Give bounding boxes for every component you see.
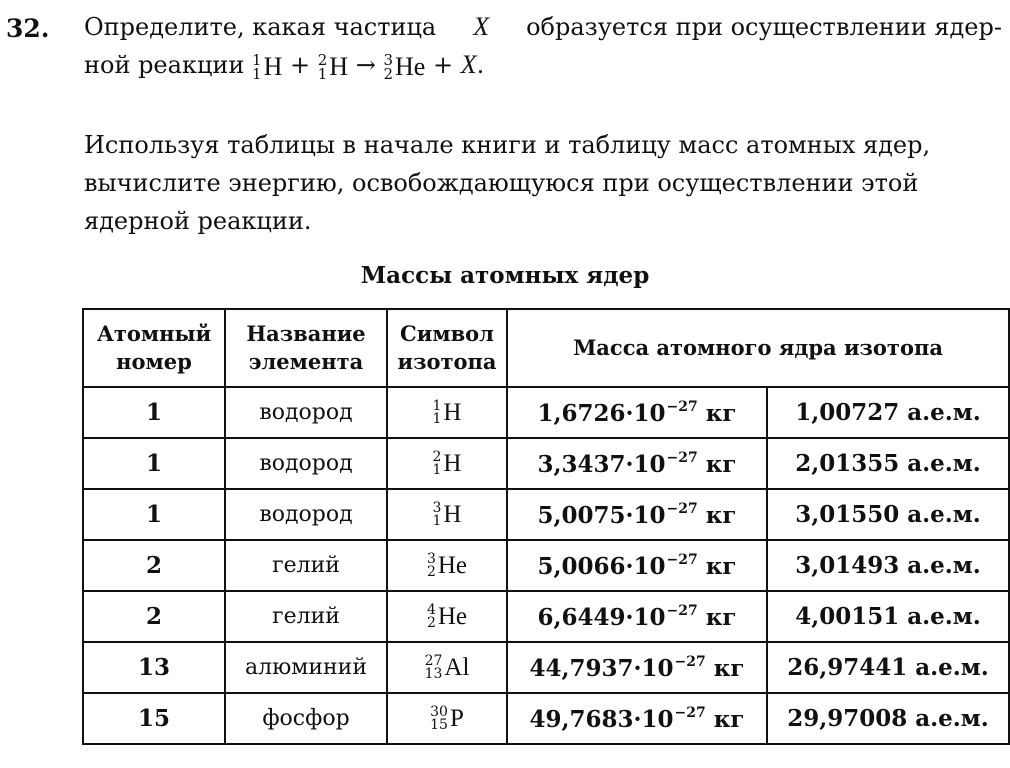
particle-x: X <box>460 50 477 79</box>
isotope-element: H <box>443 398 462 426</box>
isotope-symbol <box>433 501 462 529</box>
mass-mantissa: 5,0075·10 <box>537 501 666 529</box>
cell-isotope <box>387 489 507 540</box>
cell-isotope <box>387 438 507 489</box>
table-row <box>83 540 1009 591</box>
nuclide-mass: 1 <box>252 50 262 69</box>
period: . <box>476 51 485 79</box>
header-isotope-symbol <box>387 309 507 387</box>
mass-mantissa: 5,0066·10 <box>537 552 666 580</box>
isotope-mass-number: 3 <box>426 550 436 567</box>
isotope-charge-number: 1 <box>432 410 442 427</box>
nuclear-mass-table <box>82 308 1010 745</box>
statement-line-1 <box>84 8 1002 46</box>
cell-element-name: водород <box>225 489 387 540</box>
isotope-symbol <box>430 705 464 733</box>
isotope-element: Al <box>444 653 470 681</box>
header-line: Название <box>246 321 366 346</box>
mass-exponent: −27 <box>666 551 698 568</box>
isotope-mass-number: 3 <box>432 499 442 516</box>
cell-element-name: алюминий <box>225 642 387 693</box>
header-line: номер <box>116 349 192 374</box>
header-line: изотопа <box>397 349 497 374</box>
isotope-charge-number: 2 <box>426 614 436 631</box>
isotope-symbol <box>427 552 467 580</box>
cell-mass-amu: 3,01493 а.е.м. <box>767 540 1009 591</box>
mass-exponent: −27 <box>674 704 706 721</box>
cell-mass-amu: 29,97008 а.е.м. <box>767 693 1009 744</box>
cell-mass-amu: 4,00151 а.е.м. <box>767 591 1009 642</box>
table-row <box>83 387 1009 438</box>
isotope-symbol <box>425 654 470 682</box>
isotope-charge-number: 2 <box>426 563 436 580</box>
mass-unit: кг <box>705 450 737 478</box>
table-body <box>83 387 1009 744</box>
isotope-charge-number: 15 <box>430 716 448 733</box>
isotope-mass-number: 4 <box>426 601 436 618</box>
mass-mantissa: 49,7683·10 <box>529 705 674 733</box>
isotope-symbol <box>427 603 467 631</box>
isotope-element: H <box>443 500 462 528</box>
mass-exponent: −27 <box>666 500 698 517</box>
cell-mass-kg <box>507 642 767 693</box>
isotope-element: H <box>443 449 462 477</box>
nuclide-he3 <box>383 48 425 86</box>
mass-mantissa: 1,6726·10 <box>537 399 666 427</box>
header-mass: Масса атомного ядра изотопа <box>507 309 1009 387</box>
header-atomic-number <box>83 309 225 387</box>
header-line: Символ <box>400 321 494 346</box>
table-header-row <box>83 309 1009 387</box>
mass-exponent: −27 <box>666 449 698 466</box>
cell-mass-amu: 2,01355 а.е.м. <box>767 438 1009 489</box>
nuclide-mass: 2 <box>317 50 328 69</box>
cell-isotope <box>387 387 507 438</box>
table-row <box>83 489 1009 540</box>
nuclide-h2 <box>318 48 348 86</box>
isotope-symbol <box>433 450 462 478</box>
cell-mass-kg <box>507 489 767 540</box>
isotope-mass-number: 1 <box>432 397 442 414</box>
mass-mantissa: 44,7937·10 <box>529 654 674 682</box>
mass-exponent: −27 <box>666 398 698 415</box>
cell-element-name: водород <box>225 387 387 438</box>
table-row <box>83 642 1009 693</box>
cell-isotope <box>387 693 507 744</box>
task-paragraph <box>84 126 1002 240</box>
problem-statement <box>84 8 1002 86</box>
reaction-arrow: → <box>355 51 376 79</box>
plus-sign: + <box>432 51 454 79</box>
isotope-symbol <box>433 399 462 427</box>
statement-text-a: Определите, какая частица <box>84 13 437 41</box>
cell-element-name: фосфор <box>225 693 387 744</box>
isotope-mass-number: 2 <box>432 448 442 465</box>
header-line: Атомный <box>96 321 212 346</box>
table-title: Массы атомных ядер <box>360 262 650 289</box>
nuclide-h1 <box>252 48 282 86</box>
cell-atomic-number: 1 <box>83 489 225 540</box>
cell-isotope <box>387 591 507 642</box>
cell-element-name: водород <box>225 438 387 489</box>
cell-mass-kg <box>507 591 767 642</box>
nuclide-symbol: He <box>395 51 426 81</box>
mass-mantissa: 3,3437·10 <box>537 450 666 478</box>
statement-text-b: образуется при осуществлении ядер- <box>526 13 1002 41</box>
cell-atomic-number: 2 <box>83 540 225 591</box>
isotope-charge-number: 13 <box>424 665 443 682</box>
cell-atomic-number: 13 <box>83 642 225 693</box>
cell-mass-amu: 26,97441 а.е.м. <box>767 642 1009 693</box>
isotope-charge-number: 1 <box>432 461 442 478</box>
mass-unit: кг <box>705 552 737 580</box>
cell-atomic-number: 1 <box>83 438 225 489</box>
mass-exponent: −27 <box>674 653 706 670</box>
table-row <box>83 693 1009 744</box>
cell-mass-amu: 1,00727 а.е.м. <box>767 387 1009 438</box>
cell-mass-kg <box>507 387 767 438</box>
reaction-equation <box>252 50 485 83</box>
mass-unit: кг <box>705 603 737 631</box>
table-row <box>83 591 1009 642</box>
isotope-element: He <box>437 551 468 579</box>
isotope-element: He <box>437 602 468 630</box>
task-line-3: ядерной реакции. <box>84 207 312 235</box>
task-line-2: вычислите энергию, освобождающуюся при осуществлении этой <box>84 169 919 197</box>
cell-mass-kg <box>507 540 767 591</box>
mass-unit: кг <box>705 501 737 529</box>
isotope-charge-number: 1 <box>432 512 442 529</box>
cell-mass-amu: 3,01550 а.е.м. <box>767 489 1009 540</box>
isotope-mass-number: 30 <box>430 703 448 720</box>
isotope-mass-number: 27 <box>424 652 443 669</box>
problem-number: 32. <box>6 14 50 43</box>
nuclide-mass: 3 <box>383 50 393 69</box>
cell-element-name: гелий <box>225 591 387 642</box>
cell-mass-kg <box>507 438 767 489</box>
header-line: элемента <box>248 349 364 374</box>
cell-atomic-number: 1 <box>83 387 225 438</box>
cell-mass-kg <box>507 693 767 744</box>
statement-text-c: ной реакции <box>84 51 245 79</box>
cell-element-name: гелий <box>225 540 387 591</box>
cell-isotope <box>387 540 507 591</box>
isotope-element: P <box>449 704 464 732</box>
mass-mantissa: 6,6449·10 <box>537 603 666 631</box>
task-line-1: Используя таблицы в начале книги и таблицу масс атомных ядер, <box>84 131 931 159</box>
nuclide-symbol: H <box>329 51 349 81</box>
cell-isotope <box>387 642 507 693</box>
mass-unit: кг <box>713 705 745 733</box>
nuclide-symbol: H <box>263 51 283 81</box>
nuclide-charge: 1 <box>317 64 328 83</box>
mass-exponent: −27 <box>666 602 698 619</box>
plus-sign: + <box>289 51 311 79</box>
table-row <box>83 438 1009 489</box>
particle-x: X <box>473 12 490 41</box>
mass-unit: кг <box>713 654 745 682</box>
cell-atomic-number: 2 <box>83 591 225 642</box>
nuclide-charge: 1 <box>252 64 262 83</box>
mass-unit: кг <box>705 399 737 427</box>
header-element-name <box>225 309 387 387</box>
nuclide-charge: 2 <box>383 64 393 83</box>
statement-line-2 <box>84 46 1002 86</box>
cell-atomic-number: 15 <box>83 693 225 744</box>
